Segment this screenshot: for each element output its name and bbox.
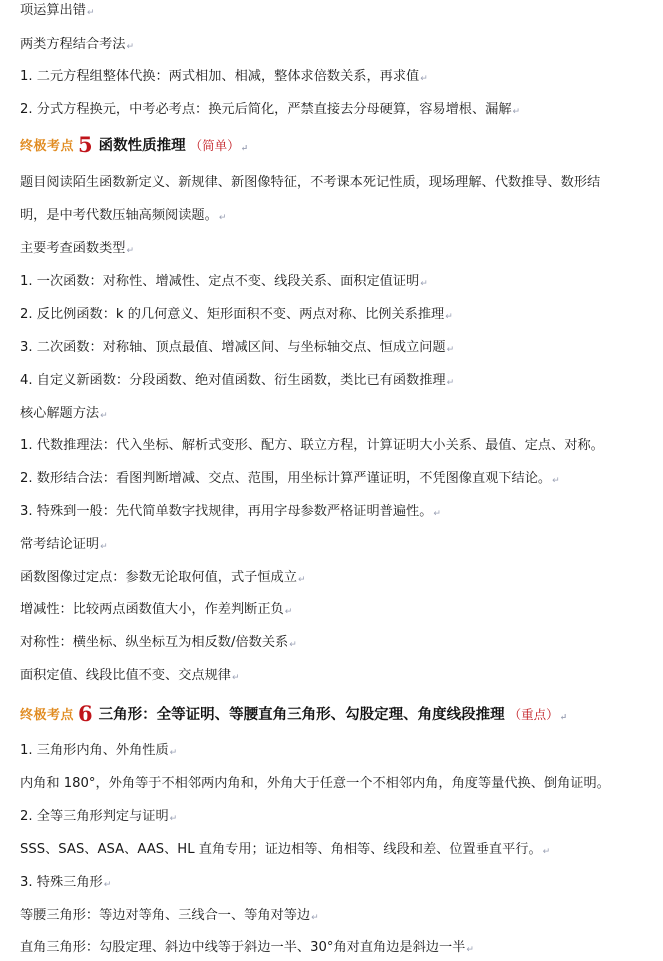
text-line: 4. 自定义新函数：分段函数、绝对值函数、衍生函数，类比已有函数推理↵ (20, 373, 455, 388)
text-line: 3. 二次函数：对称轴、顶点最值、增减区间、与坐标轴交点、恒成立问题↵ (20, 340, 455, 355)
paragraph-mark-icon: ↵ (446, 345, 455, 355)
paragraph-mark-icon: ↵ (420, 74, 428, 84)
paragraph-mark-icon: ↵ (284, 607, 293, 617)
paragraph-mark-icon: ↵ (289, 640, 297, 650)
paragraph-mark-icon: ↵ (232, 673, 240, 683)
text-line: 2. 反比例函数：k 的几何意义、矩形面积不变、两点对称、比例关系推理↵ (20, 307, 453, 322)
text-line: 增减性：比较两点函数值大小，作差判断正负↵ (20, 602, 293, 617)
paragraph-mark-icon: ↵ (512, 107, 521, 117)
paragraph-mark-icon: ↵ (126, 42, 135, 52)
paragraph-mark-icon: ↵ (103, 880, 112, 890)
paragraph-mark-icon: ↵ (169, 814, 178, 824)
text-line: 面积定值、线段比值不变、交点规律↵ (20, 668, 240, 683)
section-heading-6 (20, 701, 568, 727)
text-line: 两类方程结合考法↵ (20, 37, 135, 52)
text-line: 常考结论证明↵ (20, 537, 108, 552)
paragraph-mark-icon: ↵ (218, 213, 227, 223)
text-line: 1. 二元方程组整体代换：两式相加、相减，整体求倍数关系，再求值↵ (20, 69, 428, 84)
text-line: 3. 特殊到一般：先代简单数字找规律，再用字母参数严格证明普遍性。↵ (20, 504, 441, 519)
text-line: 明，是中考代数压轴高频阅读题。↵ (20, 208, 227, 223)
text-line: 3. 特殊三角形↵ (20, 875, 112, 890)
paragraph-mark-icon: ↵ (542, 847, 551, 857)
heading-tag: 终极考点 (20, 708, 75, 723)
heading-title: 三角形：全等证明、等腰直角三角形、勾股定理、角度线段推理 (98, 706, 505, 723)
paragraph-mark-icon: ↵ (559, 713, 568, 723)
paragraph-mark-icon: ↵ (100, 411, 108, 421)
paragraph-mark-icon: ↵ (297, 575, 306, 585)
paragraph-mark-icon: ↵ (433, 509, 441, 519)
text-line: 题目阅读陌生函数新定义、新规律、新图像特征，不考课本死记性质，现场理解、代数推导、数形结 (20, 175, 601, 190)
heading-title: 函数性质推理 (98, 137, 186, 154)
paragraph-mark-icon: ↵ (240, 144, 249, 154)
heading-number: 5 (78, 132, 93, 157)
text-line: 内角和 180°，外角等于不相邻两内角和，外角大于任意一个不相邻内角，角度等量代换、倒角证明。 (20, 776, 610, 791)
paragraph-mark-icon: ↵ (552, 476, 560, 486)
text-line: 等腰三角形：等边对等角、三线合一、等角对等边↵ (20, 908, 319, 923)
paragraph-mark-icon: ↵ (126, 246, 135, 256)
paragraph-mark-icon: ↵ (446, 378, 455, 388)
text-line: 2. 全等三角形判定与证明↵ (20, 809, 178, 824)
text-line: 1. 一次函数：对称性、增减性、定点不变、线段关系、面积定值证明↵ (20, 274, 428, 289)
paragraph-mark-icon: ↵ (169, 748, 178, 758)
text-line: 核心解题方法↵ (20, 406, 108, 421)
heading-note: （简单） (189, 138, 240, 153)
paragraph-mark-icon: ↵ (420, 279, 428, 289)
paragraph-mark-icon: ↵ (466, 945, 474, 955)
text-line: 1. 三角形内角、外角性质↵ (20, 743, 178, 758)
text-line: 函数图像过定点：参数无论取何值，式子恒成立↵ (20, 570, 306, 585)
paragraph-mark-icon: ↵ (86, 8, 95, 18)
text-line: 2. 分式方程换元，中考必考点：换元后简化，严禁直接去分母硬算，容易增根、漏解↵ (20, 102, 521, 117)
heading-tag: 终极考点 (20, 139, 75, 154)
heading-number: 6 (78, 701, 93, 726)
text-line: 1. 代数推理法：代入坐标、解析式变形、配方、联立方程，计算证明大小关系、最值、定点、对称。 (20, 438, 604, 453)
text-line: 对称性：横坐标、纵坐标互为相反数/倍数关系↵ (20, 635, 297, 650)
text-line: 项运算出错↵ (20, 3, 95, 18)
text-line: 直角三角形：勾股定理、斜边中线等于斜边一半、30°角对直角边是斜边一半↵ (20, 940, 474, 955)
paragraph-mark-icon: ↵ (311, 913, 319, 923)
paragraph-mark-icon: ↵ (445, 312, 453, 322)
paragraph-mark-icon: ↵ (100, 542, 108, 552)
text-line: SSS、SAS、ASA、AAS、HL 直角专用；证边相等、角相等、线段和差、位置垂直平行。↵ (20, 842, 551, 857)
section-heading-5 (20, 132, 249, 158)
text-line: 2. 数形结合法：看图判断增减、交点、范围，用坐标计算严谨证明，不凭图像直观下结论。↵ (20, 471, 560, 486)
heading-note: （重点） (508, 707, 559, 722)
text-line: 主要考查函数类型↵ (20, 241, 135, 256)
